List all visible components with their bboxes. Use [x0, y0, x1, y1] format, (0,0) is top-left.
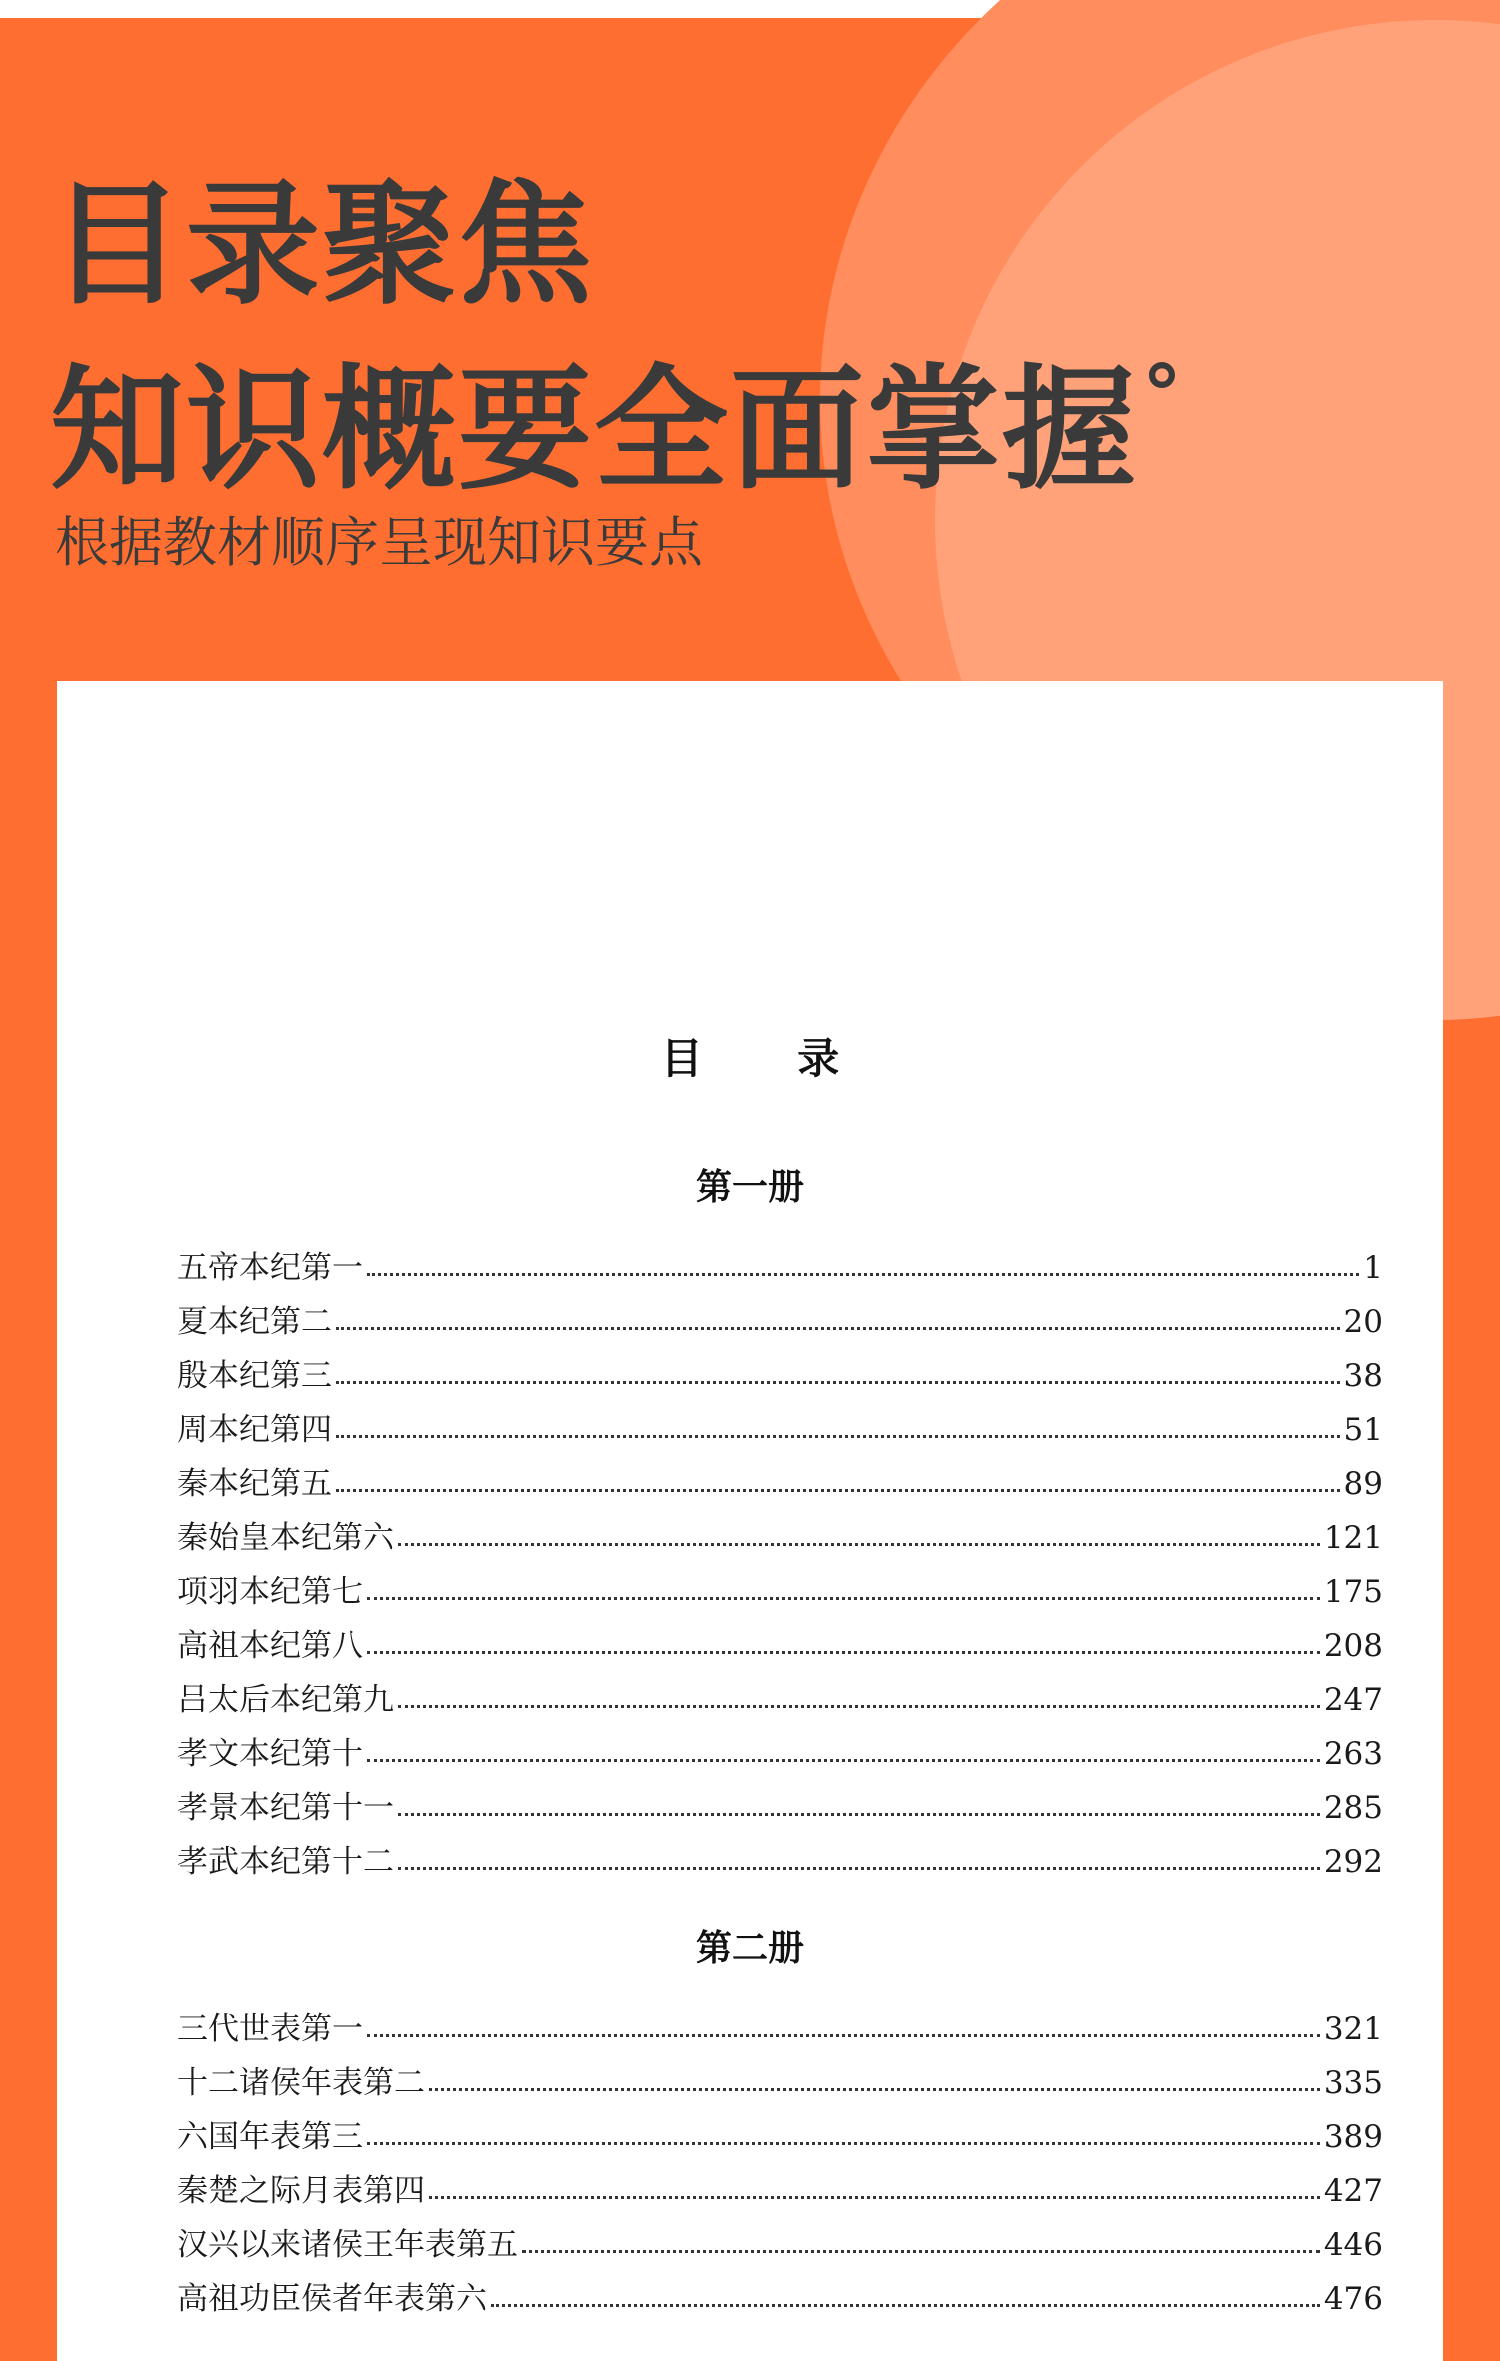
entry-name: 孝景本纪第十一: [177, 1790, 394, 1826]
leader-dots: [367, 1651, 1320, 1654]
entry-page: 476: [1323, 2281, 1383, 2317]
leader-dots: [398, 1867, 1320, 1870]
entry-page: 247: [1323, 1682, 1383, 1718]
headline-line-2-text: 知识概要全面掌握: [50, 352, 1139, 508]
toc-entry: [117, 1673, 1383, 1727]
leader-dots: [336, 1381, 1340, 1384]
toc-title: 目 录: [660, 1034, 880, 1083]
headline: [50, 167, 1185, 508]
entry-name: 高祖功臣侯者年表第六: [177, 2281, 487, 2317]
toc-entry: [117, 2056, 1383, 2110]
toc-entry: [117, 1835, 1383, 1889]
leader-dots: [367, 1759, 1320, 1762]
entry-page: 263: [1323, 1736, 1383, 1772]
toc-entry: [117, 1619, 1383, 1673]
leader-dots: [336, 1435, 1340, 1438]
entry-name: 六国年表第三: [177, 2119, 363, 2155]
leader-dots: [336, 1489, 1340, 1492]
entry-name: 孝武本纪第十二: [177, 1844, 394, 1880]
volume-title: 第一册: [695, 1166, 804, 1208]
entry-name: 吕太后本纪第九: [177, 1682, 394, 1718]
entry-page: 89: [1343, 1466, 1383, 1502]
leader-dots: [367, 2142, 1320, 2145]
toc-entry: [117, 1403, 1383, 1457]
leader-dots: [367, 2034, 1320, 2037]
entry-name: 高祖本纪第八: [177, 1628, 363, 1664]
toc-entry: [117, 2218, 1383, 2272]
toc-entry: [117, 1457, 1383, 1511]
entry-page: 175: [1323, 1574, 1383, 1610]
leader-dots: [367, 1597, 1320, 1600]
volume-1: [117, 1163, 1383, 1889]
entry-page: 51: [1343, 1412, 1383, 1448]
toc-entry: [117, 1511, 1383, 1565]
leader-dots: [491, 2304, 1320, 2307]
entry-name: 汉兴以来诸侯王年表第五: [177, 2227, 518, 2263]
entry-page: 335: [1323, 2065, 1383, 2101]
entry-page: 321: [1323, 2011, 1383, 2047]
volume-title: 第二册: [695, 1927, 804, 1969]
entry-name: 孝文本纪第十: [177, 1736, 363, 1772]
entry-page: 1: [1363, 1250, 1383, 1286]
volume-2: [117, 1924, 1383, 2326]
toc-entry: [117, 2110, 1383, 2164]
toc-entry: [117, 1727, 1383, 1781]
entry-name: 项羽本纪第七: [177, 1574, 363, 1610]
entry-page: 20: [1343, 1304, 1383, 1340]
leader-dots: [367, 1273, 1359, 1276]
entry-name: 周本纪第四: [177, 1412, 332, 1448]
entry-name: 三代世表第一: [177, 2011, 363, 2047]
subheadline: 根据教材顺序呈现知识要点: [55, 511, 703, 574]
headline-line-1: 目录聚焦: [50, 167, 595, 323]
toc-entry: [117, 1241, 1383, 1295]
entry-name: 十二诸侯年表第二: [177, 2065, 425, 2101]
toc-entry: [117, 1349, 1383, 1403]
toc-entry: [117, 2002, 1383, 2056]
entry-page: 427: [1323, 2173, 1383, 2209]
entry-name: 殷本纪第三: [177, 1358, 332, 1394]
leader-dots: [336, 1327, 1340, 1330]
entry-page: 121: [1323, 1520, 1383, 1556]
leader-dots: [522, 2250, 1320, 2253]
headline-line-2: [50, 320, 1185, 508]
toc-entry: [117, 1295, 1383, 1349]
toc-entry: [117, 1781, 1383, 1835]
toc-entry: [117, 2164, 1383, 2218]
toc-entry: [117, 2272, 1383, 2326]
entry-name: 五帝本纪第一: [177, 1250, 363, 1286]
entry-page: 389: [1323, 2119, 1383, 2155]
entry-name: 夏本纪第二: [177, 1304, 332, 1340]
leader-dots: [429, 2088, 1320, 2091]
leader-dots: [398, 1543, 1320, 1546]
degree-mark: °: [1142, 348, 1185, 441]
entry-page: 292: [1323, 1844, 1383, 1880]
entry-name: 秦始皇本纪第六: [177, 1520, 394, 1556]
entry-page: 38: [1343, 1358, 1383, 1394]
entry-page: 446: [1323, 2227, 1383, 2263]
entry-page: 208: [1323, 1628, 1383, 1664]
entry-name: 秦楚之际月表第四: [177, 2173, 425, 2209]
leader-dots: [398, 1705, 1320, 1708]
leader-dots: [429, 2196, 1320, 2199]
leader-dots: [398, 1813, 1320, 1816]
entry-page: 285: [1323, 1790, 1383, 1826]
entry-name: 秦本纪第五: [177, 1466, 332, 1502]
toc-page: [57, 681, 1443, 2361]
toc-entry: [117, 1565, 1383, 1619]
